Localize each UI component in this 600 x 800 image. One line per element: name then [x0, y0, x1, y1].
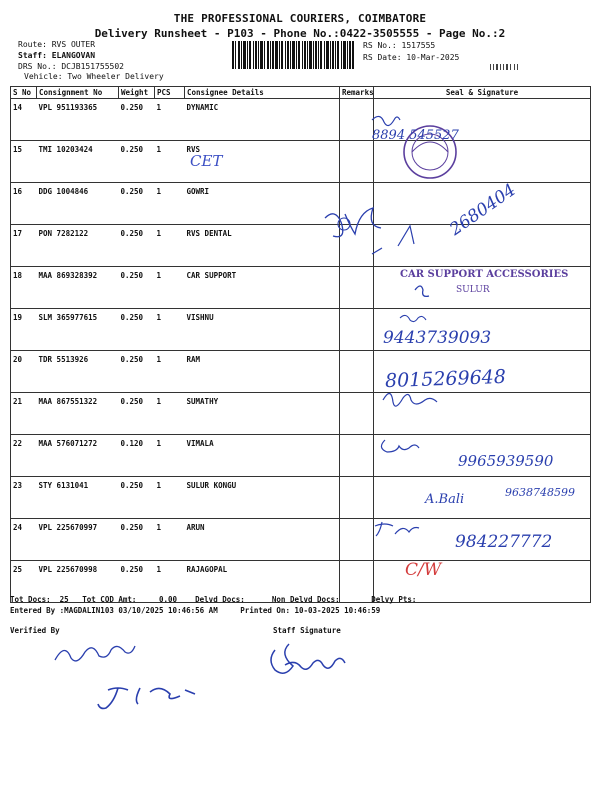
- handwritten-phone-r22: 9965939590: [458, 452, 554, 470]
- row-consignee: ARUN: [185, 519, 340, 561]
- handwritten-phone-r24: 984227772: [455, 532, 553, 552]
- drs-label: DRS No.: DCJB151755502: [18, 62, 124, 71]
- row-consignment: MAA 576071272: [37, 435, 119, 477]
- row-consignee: RAM: [185, 351, 340, 393]
- row-sno: 14: [11, 99, 37, 141]
- small-barcode-icon: [490, 62, 520, 72]
- handwritten-phone-r23: 9638748599: [505, 486, 575, 499]
- row-pcs: 1: [155, 225, 185, 267]
- company-title: THE PROFESSIONAL COURIERS, COIMBATORE: [173, 12, 427, 25]
- row-sno: 15: [11, 141, 37, 183]
- row-sno: 23: [11, 477, 37, 519]
- row-consignment: TMI 10203424: [37, 141, 119, 183]
- table-row: [11, 141, 591, 183]
- table-row: [11, 477, 591, 519]
- row-remarks: [340, 225, 374, 267]
- table-row: [11, 225, 591, 267]
- row-consignee: VISHNU: [185, 309, 340, 351]
- row-consignee: RVS DENTAL: [185, 225, 340, 267]
- table-row: [11, 99, 591, 141]
- row-weight: 0.250: [119, 99, 155, 141]
- row-remarks: [340, 267, 374, 309]
- row-consignment: VPL 225670998: [37, 561, 119, 603]
- row-weight: 0.250: [119, 183, 155, 225]
- row-pcs: 1: [155, 435, 185, 477]
- col-consignee: Consignee Details: [185, 87, 340, 99]
- col-remarks: Remarks: [340, 87, 374, 99]
- row-sno: 24: [11, 519, 37, 561]
- row-sno: 22: [11, 435, 37, 477]
- row-remarks: [340, 309, 374, 351]
- row-consignee: VIMALA: [185, 435, 340, 477]
- car-support-stamp: CAR SUPPORT ACCESSORIES: [400, 269, 569, 280]
- row-sno: 19: [11, 309, 37, 351]
- col-seal: Seal & Signature: [374, 87, 591, 99]
- row-remarks: [340, 141, 374, 183]
- row-consignee: GOWRI: [185, 183, 340, 225]
- row-sno: 20: [11, 351, 37, 393]
- verified-by-label: Verified By: [10, 626, 60, 635]
- table-header-row: [11, 87, 591, 99]
- row-remarks: [340, 435, 374, 477]
- row-sno: 18: [11, 267, 37, 309]
- handwritten-cw: C/W: [405, 560, 442, 580]
- row-seal: [374, 393, 591, 435]
- verifier-signature: [98, 688, 195, 709]
- col-consignment: Consignment No: [37, 87, 119, 99]
- row-remarks: [340, 99, 374, 141]
- handwritten-phone-r19: 9443739093: [383, 328, 492, 348]
- handwritten-name-r23: A.Bali: [425, 492, 465, 507]
- row-pcs: 1: [155, 267, 185, 309]
- row-remarks: [340, 351, 374, 393]
- row-consignment: MAA 867551322: [37, 393, 119, 435]
- row-pcs: 1: [155, 519, 185, 561]
- staff-signature: [271, 644, 345, 673]
- row-sno: 17: [11, 225, 37, 267]
- row-weight: 0.250: [119, 393, 155, 435]
- row-pcs: 1: [155, 477, 185, 519]
- row-pcs: 1: [155, 183, 185, 225]
- row-pcs: 1: [155, 141, 185, 183]
- row-seal: [374, 225, 591, 267]
- rs-date: RS Date: 10-Mar-2025: [363, 53, 460, 62]
- row-seal: [374, 141, 591, 183]
- sulur-stamp: SULUR: [456, 285, 490, 295]
- row-remarks: [340, 393, 374, 435]
- row-consignee: SUMATHY: [185, 393, 340, 435]
- col-weight: Weight: [119, 87, 155, 99]
- row-consignee: RVS: [185, 141, 340, 183]
- row-consignee: DYNAMIC: [185, 99, 340, 141]
- row-remarks: [340, 183, 374, 225]
- footer-totals: Tot Docs: 25 Tot COD Amt: 0.00 Delvd Docs: Non Delvd Docs: Delvy Pts:: [10, 595, 417, 604]
- row-weight: 0.250: [119, 309, 155, 351]
- handwritten-phone-r20: 8015269648: [384, 365, 507, 393]
- row-consignment: SLM 365977615: [37, 309, 119, 351]
- rs-number: RS No.: 1517555: [363, 41, 436, 50]
- runsheet-table: [10, 86, 591, 603]
- staff-signature-label: Staff Signature: [273, 626, 341, 635]
- runsheet-subtitle: Delivery Runsheet - P103 - Phone No.:0422-3505555 - Page No.:2: [94, 27, 506, 40]
- row-consignee: SULUR KONGU: [185, 477, 340, 519]
- vehicle-label: Vehicle: Two Wheeler Delivery: [24, 72, 164, 81]
- table-row: [11, 309, 591, 351]
- row-consignee: RAJAGOPAL: [185, 561, 340, 603]
- handwritten-phone-r14: 8894 545527: [372, 128, 459, 143]
- row-sno: 16: [11, 183, 37, 225]
- row-consignment: TDR 5513926: [37, 351, 119, 393]
- col-sno: S No: [11, 87, 37, 99]
- row-weight: 0.250: [119, 141, 155, 183]
- row-sno: 25: [11, 561, 37, 603]
- row-pcs: 1: [155, 309, 185, 351]
- handwritten-number-r17: 2680404: [446, 180, 520, 240]
- row-consignment: DDG 1004846: [37, 183, 119, 225]
- row-consignment: VPL 225670997: [37, 519, 119, 561]
- row-weight: 0.250: [119, 477, 155, 519]
- row-pcs: 1: [155, 99, 185, 141]
- row-consignee: CAR SUPPORT: [185, 267, 340, 309]
- row-consignment: STY 6131041: [37, 477, 119, 519]
- row-pcs: 1: [155, 561, 185, 603]
- verifier-signature: [55, 646, 135, 661]
- row-pcs: 1: [155, 393, 185, 435]
- row-weight: 0.250: [119, 351, 155, 393]
- row-sno: 21: [11, 393, 37, 435]
- handwritten-cet: CET: [190, 152, 223, 170]
- row-weight: 0.120: [119, 435, 155, 477]
- barcode-icon: [232, 41, 354, 69]
- row-weight: 0.250: [119, 267, 155, 309]
- row-weight: 0.250: [119, 225, 155, 267]
- row-remarks: [340, 519, 374, 561]
- col-pcs: PCS: [155, 87, 185, 99]
- row-consignment: VPL 951193365: [37, 99, 119, 141]
- row-consignment: MAA 869328392: [37, 267, 119, 309]
- row-weight: 0.250: [119, 561, 155, 603]
- row-weight: 0.250: [119, 519, 155, 561]
- route-label: Route: RVS OUTER: [18, 40, 96, 49]
- staff-label: Staff: ELANGOVAN: [18, 51, 96, 60]
- row-consignment: PON 7282122: [37, 225, 119, 267]
- row-remarks: [340, 477, 374, 519]
- row-pcs: 1: [155, 351, 185, 393]
- table-row: [11, 393, 591, 435]
- footer-entered-by: Entered By :MAGDALIN103 03/10/2025 10:46:56 AM Printed On: 10-03-2025 10:46:59: [10, 606, 381, 615]
